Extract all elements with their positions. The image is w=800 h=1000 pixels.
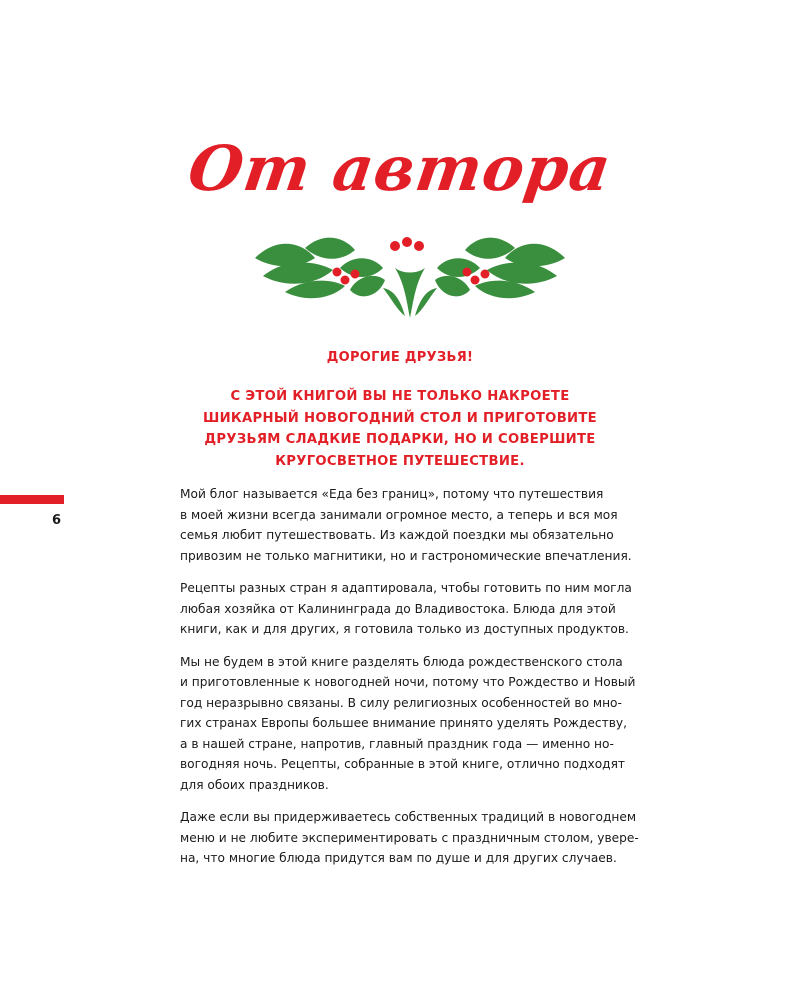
text-line: Даже если вы придерживаетесь собственных традиций в новогоднем xyxy=(180,810,637,824)
paragraph-3 xyxy=(180,652,640,796)
text-line: Рецепты разных стран я адаптировала, чтобы готовить по ним могла xyxy=(180,581,632,595)
text-line: год неразрывно связаны. В силу религиозных особенностей во мно- xyxy=(180,695,622,710)
text-line: книги, как и для других, я готовила только из доступных продуктов. xyxy=(180,622,629,636)
text-line: и приготовленные к новогодней ночи, потому что Рождество и Новый xyxy=(180,675,636,689)
paragraph-1 xyxy=(180,484,640,566)
text-line: на, что многие блюда придутся вам по душе и для других случаев. xyxy=(180,851,617,865)
text-line: в моей жизни всегда занимали огромное место, а теперь и вся моя xyxy=(180,507,618,522)
text-line: для обоих праздников. xyxy=(180,777,329,792)
greeting-heading: ДОРОГИЕ ДРУЗЬЯ! xyxy=(326,350,474,365)
text-line: привозим не только магнитики, но и гастрономические впечатления. xyxy=(180,548,632,563)
page-marker-bar xyxy=(0,495,64,504)
text-line: любая хозяйка от Калининграда до Владивостока. Блюда для этой xyxy=(180,601,616,616)
lead-line: ШИКАРНЫЙ НОВОГОДНИЙ СТОЛ И ПРИГОТОВИТЕ xyxy=(203,410,597,426)
lead-line: КРУГОСВЕТНОЕ ПУТЕШЕСТВИЕ. xyxy=(275,453,525,469)
text-line: меню и не любите экспериментировать с праздничным столом, увере- xyxy=(180,830,639,845)
text-line: Мой блог называется «Еда без границ», потому что путешествия xyxy=(180,487,604,501)
paragraph-2 xyxy=(180,578,640,640)
holly-ornament-icon xyxy=(245,228,575,320)
body-text xyxy=(180,484,640,881)
text-line: гих странах Европы большее внимание принято уделять Рождеству, xyxy=(180,716,627,730)
text-line: семья любит путешествовать. Из каждой поездки мы обязательно xyxy=(180,528,614,542)
lead-line: ДРУЗЬЯМ СЛАДКИЕ ПОДАРКИ, НО И СОВЕРШИТЕ xyxy=(204,432,596,447)
text-line: Мы не будем в этой книге разделять блюда рождественского стола xyxy=(180,654,623,669)
paragraph-4 xyxy=(180,807,640,869)
lead-line: С ЭТОЙ КНИГОЙ ВЫ НЕ ТОЛЬКО НАКРОЕТЕ xyxy=(230,389,570,404)
page-number: 6 xyxy=(52,513,62,528)
text-line: а в нашей стране, напротив, главный праздник года — именно но- xyxy=(180,736,614,751)
page-title: От автора xyxy=(184,132,616,205)
lead-text xyxy=(180,386,620,472)
text-line: вогодняя ночь. Рецепты, собранные в этой книге, отлично подходят xyxy=(180,757,626,771)
